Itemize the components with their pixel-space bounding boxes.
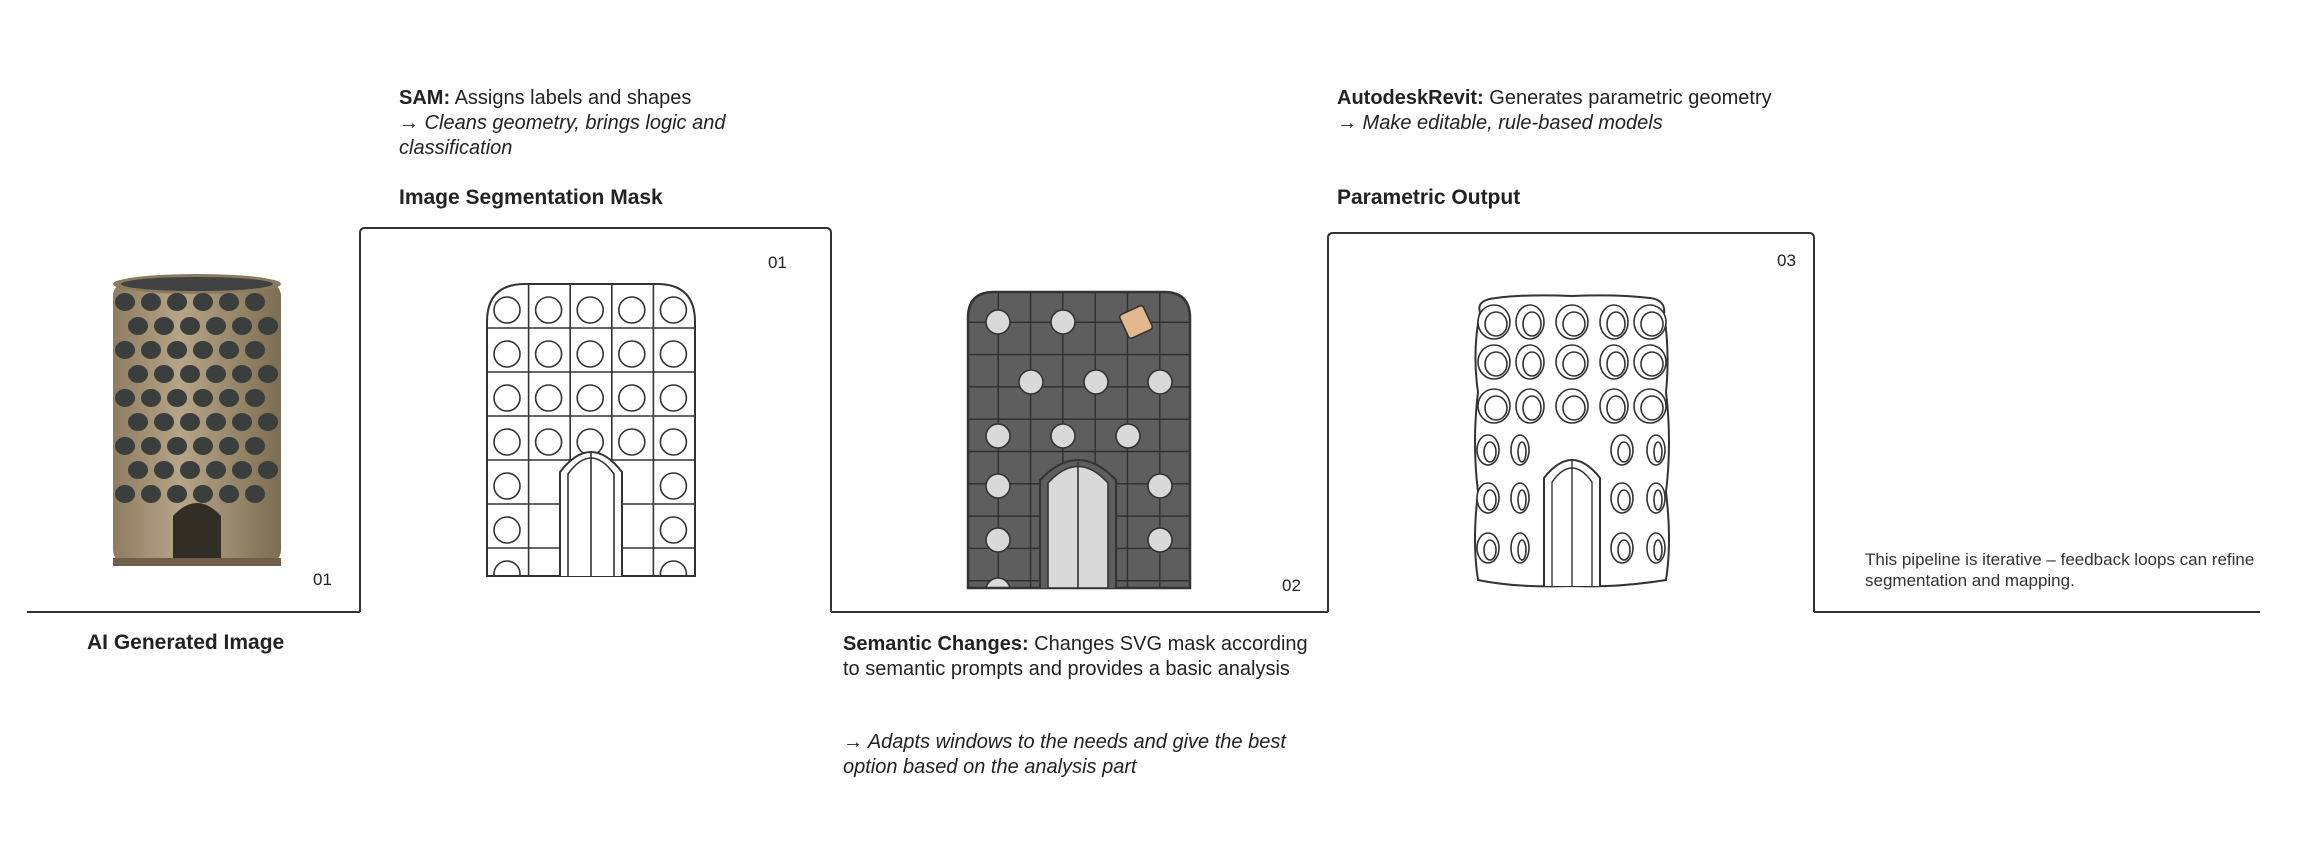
sam-description (399, 86, 779, 161)
segmentation-heading: Image Segmentation Mask (399, 186, 663, 209)
revit-text: Generates parametric geometry (1483, 87, 1772, 109)
pipeline-footnote: This pipeline is iterative – feedback loops can refine segmentation and mapping. (1865, 550, 2255, 590)
semantic-arrow-text: → Adapts windows to the needs and give the best option based on the analysis part (843, 731, 1286, 778)
segmentation-number: 01 (768, 253, 787, 272)
semantic-number: 02 (1282, 576, 1301, 595)
revit-description (1337, 86, 1897, 136)
ai-image-number: 01 (313, 570, 332, 589)
segmentation-mask-drawing (485, 282, 697, 578)
semantic-arrow (843, 730, 1313, 780)
semantic-title: Semantic Changes: (843, 633, 1029, 655)
sam-title: SAM: (399, 87, 451, 109)
sam-text: Assigns labels and shapes (450, 87, 692, 109)
sam-arrow-text: → Cleans geometry, brings logic and classification (399, 112, 726, 159)
ai-image-label: AI Generated Image (87, 631, 285, 654)
parametric-number: 03 (1777, 251, 1796, 270)
ai-tower-image (105, 268, 290, 573)
parametric-heading: Parametric Output (1337, 186, 1521, 209)
revit-title: AutodeskRevit: (1337, 87, 1484, 109)
parametric-output-drawing (1466, 292, 1678, 592)
semantic-mask-drawing (966, 290, 1192, 590)
semantic-description (843, 632, 1313, 682)
revit-arrow-text: → Make editable, rule-based models (1337, 112, 1663, 134)
semantic-text: Changes SVG mask according to semantic prompts and provides a basic analysis (843, 633, 1308, 680)
